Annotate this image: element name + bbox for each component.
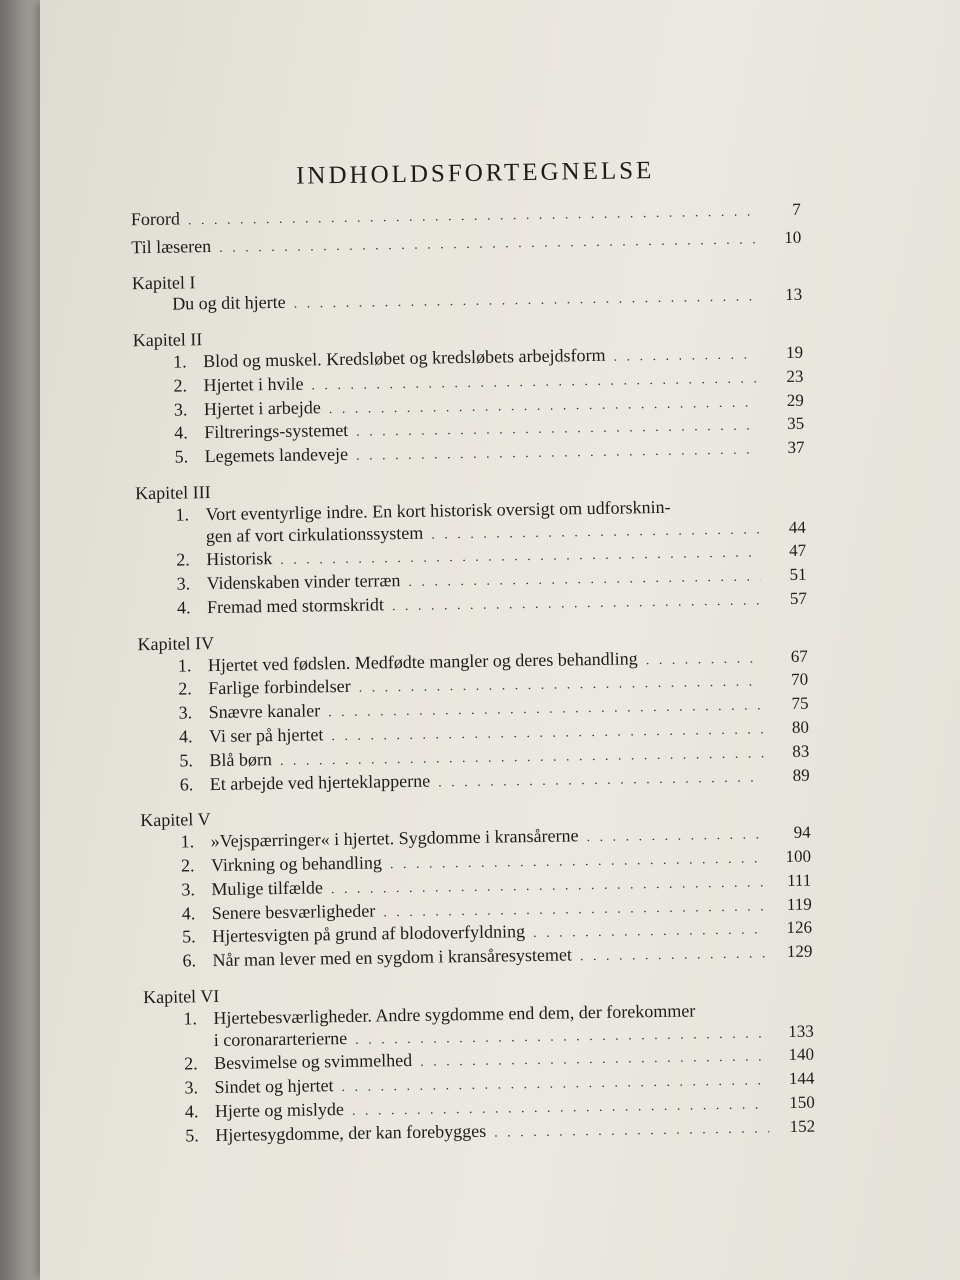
entry-page: 83 [792,741,810,761]
entry-page: 19 [785,342,804,362]
entry-label: Besvimelse og svimmelhed [214,1050,413,1074]
entry-number: 4. [184,1101,199,1122]
entry-page: 126 [786,917,813,938]
entry-page: 140 [788,1044,815,1065]
entry-number: 2. [178,678,192,699]
entry-number: 3. [176,573,191,594]
entry-label: Et arbejde ved hjerteklapperne [209,770,431,794]
entry-page: 7 [792,199,801,219]
chapter-heading: Kapitel III [135,482,211,504]
entry-number: 4. [176,597,191,618]
entry-label: Hjertet i hvile [203,373,304,395]
leader-dots [188,201,755,232]
leader-dots [438,767,764,794]
entry-number: 4. [174,422,188,443]
entry-page: 51 [789,564,807,585]
chapter-heading: Kapitel I [131,271,196,293]
entry-number: 5. [179,750,194,771]
entry-label: Fremad med stormskridt [206,594,385,618]
entry-number: 2. [180,855,195,876]
entry-label: Vort eventyrlige indre. En kort historisk oversigt om udforsknin- [205,496,671,524]
table-of-contents [130,155,815,1150]
entry-page: 67 [790,646,808,666]
entry-page: 150 [789,1092,815,1112]
leader-dots [294,287,757,316]
entry-number: 5. [182,926,196,947]
entry-page: 29 [786,390,804,410]
entry-label: Blå børn [209,748,273,770]
entry-label: Hjertet i arbejde [203,396,321,419]
entry-label: Snævre kanaler [208,700,321,723]
toc-entry-til-laeseren [131,227,801,261]
entry-page: 70 [791,670,809,690]
entry-label: »Vejspærringer« i hjertet. Sygdomme i kransårerne [210,825,579,852]
entry-label-continued: gen af vort cirkulationssystem [205,522,424,546]
entry-number: 3. [173,398,188,420]
entry-page: 89 [792,765,810,785]
entry-number: 6. [179,773,194,795]
entry-label: Forord [130,208,181,230]
entry-label: Til læseren [131,235,212,258]
entry-number: 1. [180,831,195,852]
entry-page: 129 [786,941,813,962]
entry-page: 100 [785,846,812,866]
leader-dots [533,920,766,945]
entry-label-continued: i coronararterierne [213,1027,348,1050]
leader-dots [586,825,764,850]
entry-label: Vi ser på hjertet [208,724,324,747]
entry-label: Hjertet ved fødslen. Medfødte mangler og deres behandling [207,647,638,675]
entry-label: Legemets landeveje [204,444,349,467]
entry-page: 152 [789,1116,816,1136]
entry-label: Virkning og behandling [210,852,383,875]
leader-dots [613,344,757,368]
page-title: INDHOLDSFORTEGNELSE [295,157,655,190]
entry-number: 6. [182,950,197,971]
entry-page: 35 [787,414,805,434]
entry-label: Filtrerings-systemet [204,420,349,443]
entry-label: Sindet og hjertet [214,1075,334,1098]
entry-number: 5. [185,1124,199,1146]
entry-page: 80 [791,717,810,737]
entry-label: Hjertebesværligheder. Andre sygdomme end dem, der forekommer [213,1000,696,1028]
entry-number: 2. [184,1053,198,1074]
entry-number: 2. [176,549,190,570]
chapter-heading: Kapitel IV [137,632,215,654]
entry-page: 13 [785,285,803,305]
entry-label: Mulige tilfælde [211,877,324,899]
entry-page: 119 [786,894,812,914]
entry-page: 10 [784,227,802,247]
entry-page: 75 [791,693,809,714]
entry-label: Hjerte og mislyde [214,1098,345,1121]
entry-number: 1. [177,654,192,676]
entry-label: Hjertesygdomme, der kan forebygges [215,1120,487,1145]
entry-label: Senere besværligheder [211,900,376,923]
entry-page: 23 [786,366,804,386]
leader-dots [580,943,767,968]
entry-label: Hjertesvigten på grund af blodoverfyldning [212,921,526,947]
entry-label: Farlige forbindelser [208,676,351,699]
leader-dots [219,229,755,259]
chapter-heading: Kapitel V [140,809,211,831]
entry-label: Historisk [206,548,273,570]
entry-label: Du og dit hjerte [172,292,286,315]
chapter-heading: Kapitel VI [142,985,220,1008]
book-page [40,0,960,1280]
entry-number: 2. [173,375,188,396]
entry-page: 94 [793,822,811,843]
chapter-heading: Kapitel II [132,329,203,351]
leader-dots [392,590,761,618]
entry-page: 57 [789,588,808,608]
entry-page: 111 [786,870,812,890]
leader-dots [494,1118,769,1144]
entry-number: 1. [172,351,187,372]
book-edge [0,0,44,1280]
entry-number: 5. [174,446,189,467]
entry-page: 133 [788,1021,814,1041]
leader-dots [646,648,762,672]
chapter-list [132,262,816,1149]
entry-page: 37 [787,437,805,458]
entry-number: 3. [181,879,196,900]
entry-label: Videnskaben vinder terræn [206,570,401,594]
entry-number: 3. [184,1077,199,1098]
entry-page: 44 [788,517,806,537]
entry-number: 1. [183,1008,198,1029]
entry-page: 144 [788,1068,815,1089]
entry-label: Når man lever med en sygdom i kransåresystemet [212,944,573,971]
entry-number: 4. [181,902,196,924]
entry-number: 1. [175,504,190,525]
entry-label: Blod og muskel. Kredsløbet og kredsløbets arbejdsform [202,344,606,372]
entry-number: 4. [178,726,193,747]
entry-page: 47 [789,541,807,561]
leader-dots [356,440,759,468]
entry-number: 3. [178,702,193,723]
